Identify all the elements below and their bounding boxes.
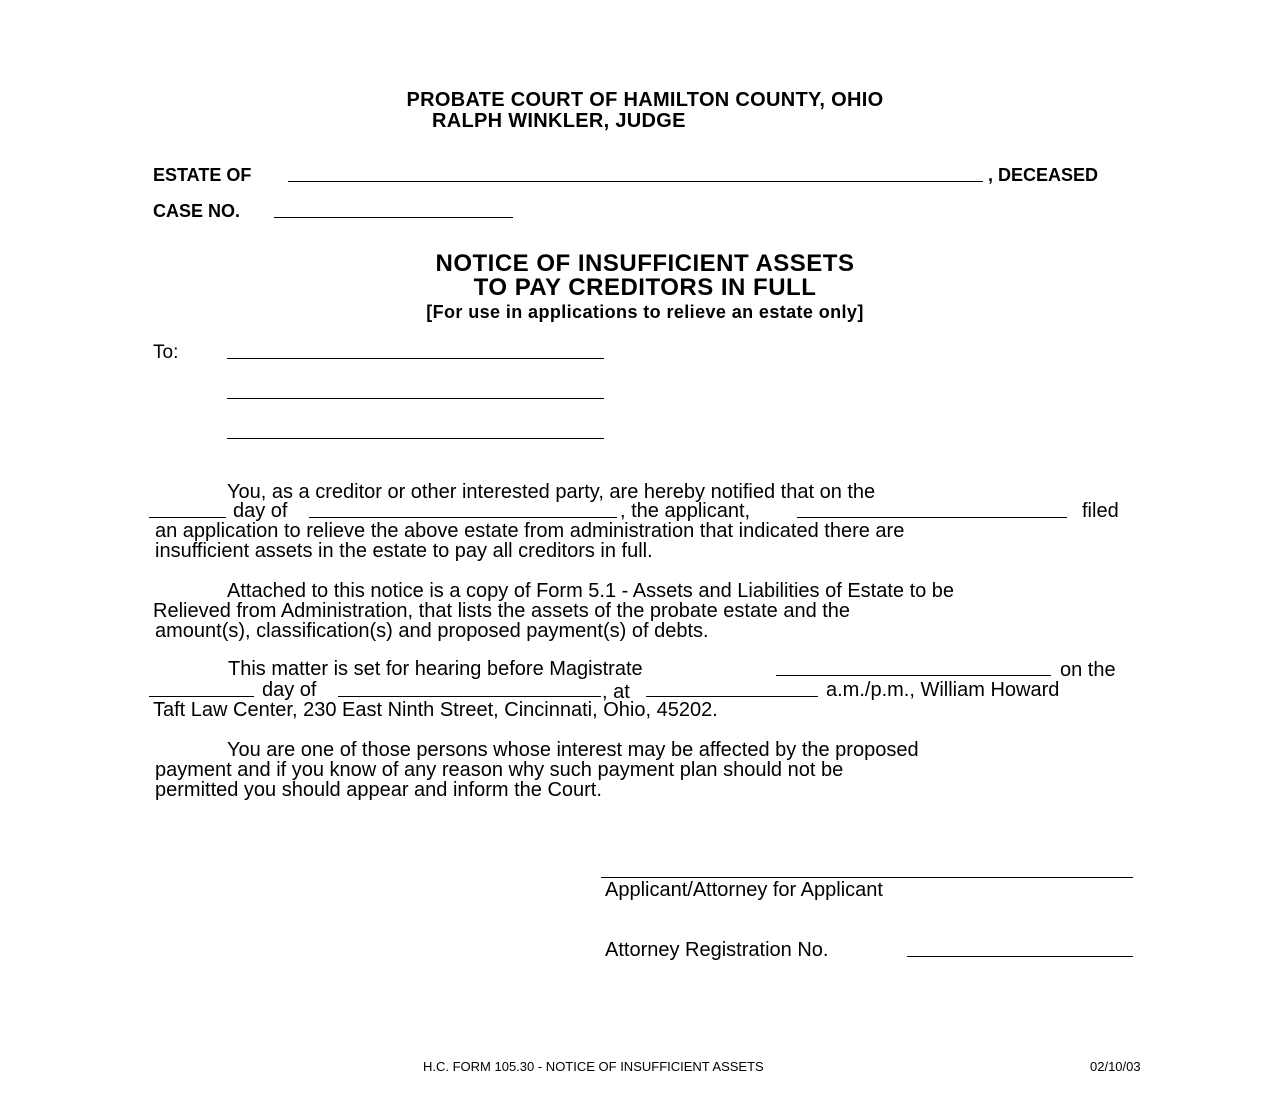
deceased-label: , DECEASED <box>988 165 1099 185</box>
notice-subtitle: [For use in applications to relieve an estate only] <box>426 302 864 322</box>
para1-applicant: , the applicant, <box>620 500 751 522</box>
para1-day-of: day of <box>233 500 288 522</box>
para4-line3: permitted you should appear and inform the Court. <box>155 779 602 801</box>
estate-label: ESTATE OF <box>153 165 252 185</box>
filing-month-field[interactable] <box>309 517 617 518</box>
para4-line2: payment and if you know of any reason why such payment plan should not be <box>155 759 844 781</box>
form-number: H.C. FORM 105.30 - NOTICE OF INSUFFICIENT ASSETS <box>423 1059 764 1074</box>
para1-line3: an application to relieve the above estate from administration that indicated there are <box>155 520 905 542</box>
applicant-attorney-label: Applicant/Attorney for Applicant <box>605 879 883 901</box>
magistrate-name-field[interactable] <box>776 675 1051 676</box>
form-date: 02/10/03 <box>1090 1059 1141 1074</box>
para3-at: , at <box>602 681 630 703</box>
to-address-line-3[interactable] <box>227 438 604 439</box>
case-no-label: CASE NO. <box>153 201 241 221</box>
para1-line4: insufficient assets in the estate to pay all creditors in full. <box>155 540 653 562</box>
para3-line3: Taft Law Center, 230 East Ninth Street, Cincinnati, Ohio, 45202. <box>153 699 718 721</box>
registration-number-field[interactable] <box>907 956 1133 957</box>
filing-day-field[interactable] <box>149 517 226 518</box>
to-label: To: <box>153 342 179 363</box>
para1-filed: filed <box>1082 500 1119 522</box>
para2-line1: Attached to this notice is a copy of Form 5.1 - Assets and Liabilities of Estate to be <box>227 580 955 602</box>
case-no-field[interactable] <box>274 217 513 218</box>
para3-line1: This matter is set for hearing before Magistrate <box>228 658 643 680</box>
notice-title-line1: NOTICE OF INSUFFICIENT ASSETS <box>435 250 855 277</box>
para4-line1: You are one of those persons whose interest may be affected by the proposed <box>227 739 919 761</box>
para2-line3: amount(s), classification(s) and proposed payment(s) of debts. <box>155 620 709 642</box>
signature-line[interactable] <box>601 877 1133 878</box>
registration-label: Attorney Registration No. <box>605 939 829 961</box>
estate-name-field[interactable] <box>288 181 983 182</box>
hearing-day-field[interactable] <box>149 696 254 697</box>
hearing-time-field[interactable] <box>646 696 818 697</box>
para3-on-the: on the <box>1060 659 1116 681</box>
para3-ampm: a.m./p.m., William Howard <box>826 679 1060 701</box>
hearing-month-field[interactable] <box>338 696 601 697</box>
applicant-name-field[interactable] <box>797 517 1067 518</box>
para1-line1: You, as a creditor or other interested party, are hereby notified that on the <box>227 481 876 503</box>
to-address-line-1[interactable] <box>227 358 604 359</box>
para2-line2: Relieved from Administration, that lists the assets of the probate estate and the <box>153 600 851 622</box>
judge-name: RALPH WINKLER, JUDGE <box>432 110 686 132</box>
court-name: PROBATE COURT OF HAMILTON COUNTY, OHIO <box>406 89 884 111</box>
to-address-line-2[interactable] <box>227 398 604 399</box>
para3-day-of: day of <box>262 679 317 701</box>
notice-title-line2: TO PAY CREDITORS IN FULL <box>473 274 817 301</box>
